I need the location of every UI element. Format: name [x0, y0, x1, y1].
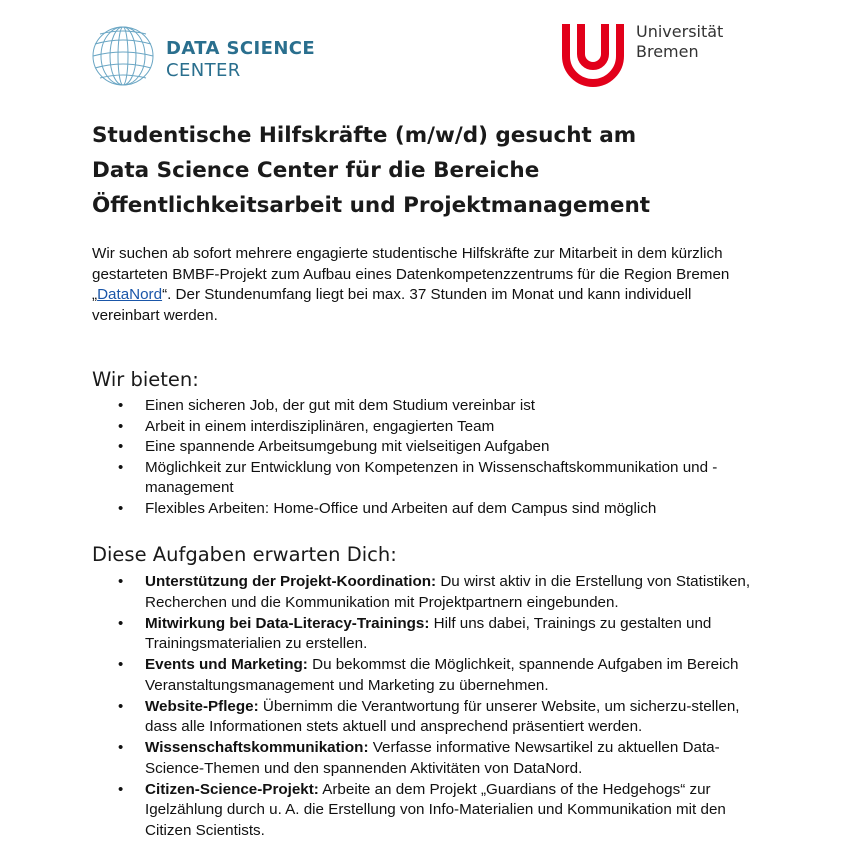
- dsc-logo-line2: CENTER: [166, 60, 241, 81]
- page-title: [92, 118, 792, 223]
- task-text: Verfasse informative Newsartikel zu aktuellen Data-Science-Themen und den spannenden Aktivitäten von DataNord.: [145, 739, 720, 777]
- wir-bieten-list: [92, 396, 752, 519]
- universitaet-bremen-logo: [560, 22, 760, 88]
- list-item: • Flexibles Arbeiten: Home-Office und Arbeiten auf dem Campus sind möglich: [92, 499, 752, 520]
- list-item: [92, 655, 752, 696]
- list-item: [92, 572, 752, 613]
- list-item: [92, 697, 752, 738]
- aufgaben-heading: Diese Aufgaben erwarten Dich:: [92, 543, 397, 566]
- title-line-1: Studentische Hilfskräfte (m/w/d) gesucht am: [92, 123, 637, 148]
- title-line-3: Öffentlichkeitsarbeit und Projektmanagement: [92, 193, 651, 218]
- list-item: • Arbeit in einem interdisziplinären, engagierten Team: [92, 417, 752, 438]
- task-text: Arbeite an dem Projekt „Guardians of the Hedgehogs“ zur Igelzählung durch u. A. die Erstellung von Info-Materialien und Kommunikation mit den Citizen Scientists.: [145, 780, 726, 839]
- list-item: [92, 780, 752, 842]
- task-title: Events und Marketing:: [145, 656, 308, 673]
- datanord-link[interactable]: DataNord: [97, 286, 163, 303]
- intro-paragraph: [92, 244, 742, 326]
- data-science-center-logo: [90, 24, 340, 88]
- task-title: Website-Pflege:: [145, 697, 259, 715]
- task-text: Übernimm die Verantwortung für unserer Website, um sicherzu-stellen, dass alle Informationen stets aktuell und ansprechend präsentiert werden.: [145, 697, 740, 735]
- list-item: • Einen sicheren Job, der gut mit dem Studium vereinbar ist: [92, 396, 752, 417]
- task-title: Mitwirkung bei Data-Literacy-Trainings:: [145, 614, 430, 632]
- title-line-2: Data Science Center für die Bereiche: [92, 158, 540, 183]
- task-text: Du wirst aktiv in die Erstellung von Statistiken, Recherchen und die Kommunikation mit Projektpartnern eingebunden.: [145, 573, 751, 611]
- list-item: [92, 614, 752, 655]
- intro-text-before: Wir suchen ab sofort mehrere engagierte studentische Hilfskräfte zur Mitarbeit in dem kürzlich gestarteten BMBF-Projekt zum Aufbau eines Datenkompetenzzentrums für die Region Bremen „: [92, 245, 730, 303]
- task-title: Wissenschaftskommunikation:: [145, 739, 369, 756]
- task-text: Du bekommst die Möglichkeit, spannende Aufgaben im Bereich Veranstaltungsmanagement und Marketing zu übernehmen.: [145, 656, 739, 694]
- globe-icon: [90, 24, 156, 88]
- list-item: [92, 738, 752, 779]
- list-item: • Eine spannende Arbeitsumgebung mit vielseitigen Aufgaben: [92, 437, 752, 458]
- intro-text-after: “. Der Stundenumfang liegt bei max. 37 Stunden im Monat und kann individuell vereinbart werden.: [92, 286, 692, 324]
- task-title: Citizen-Science-Projekt:: [145, 780, 319, 798]
- list-item: • Möglichkeit zur Entwicklung von Kompetenzen in Wissenschaftskommunikation und -management: [92, 458, 752, 499]
- aufgaben-list: [92, 572, 752, 842]
- uni-logo-line1: Universität: [636, 22, 724, 41]
- task-title: Unterstützung der Projekt-Koordination:: [145, 573, 437, 590]
- task-text: Hilf uns dabei, Trainings zu gestalten und Trainingsmaterialien zu erstellen.: [145, 614, 712, 652]
- wir-bieten-heading: Wir bieten:: [92, 368, 199, 391]
- uni-logo-line2: Bremen: [636, 42, 699, 61]
- dsc-logo-line1: DATA SCIENCE: [166, 38, 316, 59]
- uni-bremen-u-icon: [560, 22, 626, 88]
